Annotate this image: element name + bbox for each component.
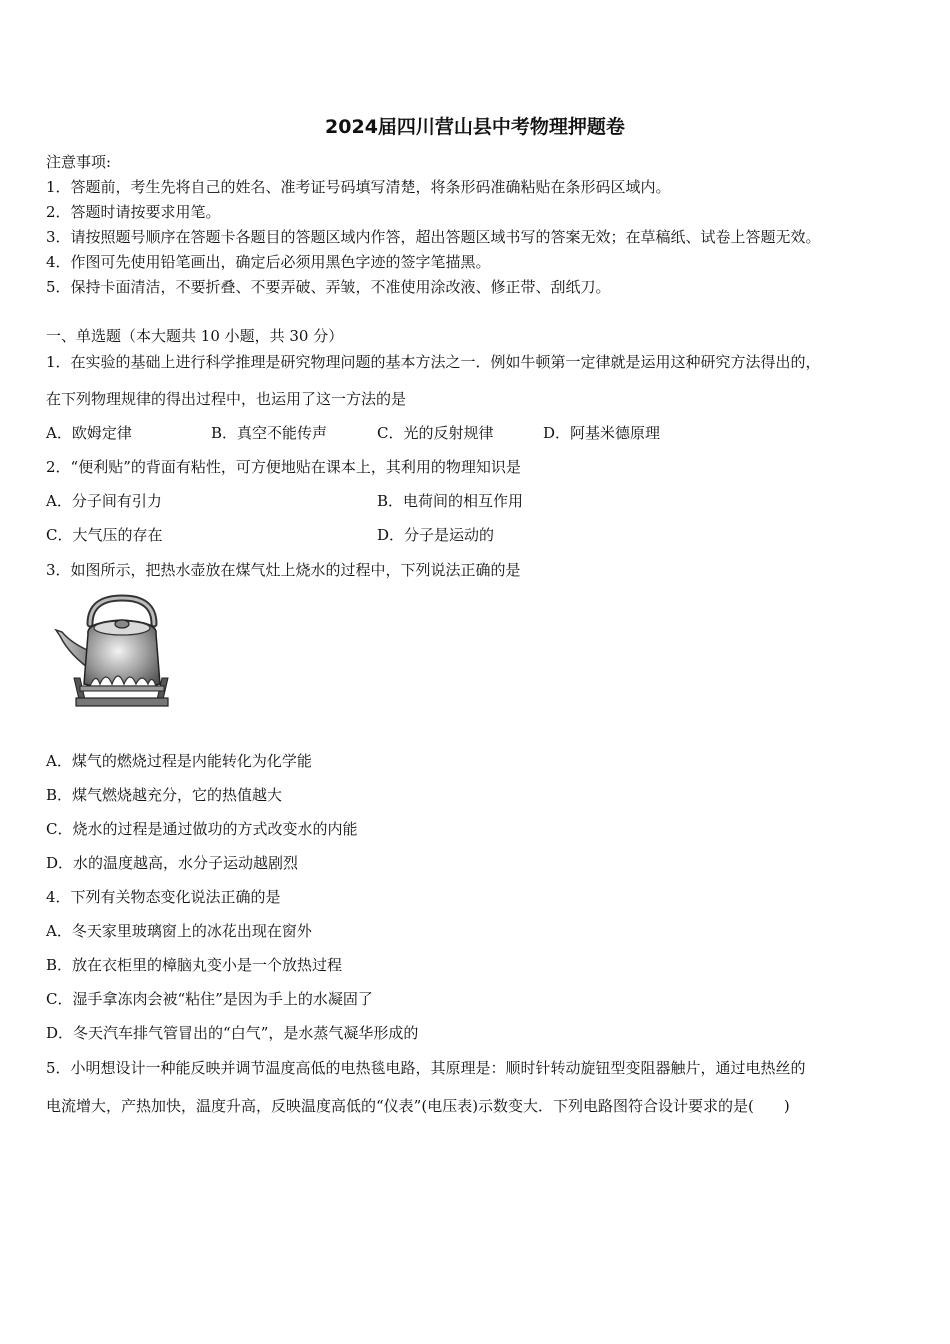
question-4-option-c: C．湿手拿冻肉会被“粘住”是因为手上的水凝固了 — [46, 990, 373, 1008]
question-3-option-a: A．煤气的燃烧过程是内能转化为化学能 — [46, 752, 312, 770]
notice-item: 2．答题时请按要求用笔。 — [46, 203, 221, 221]
notice-item: 5．保持卡面清洁，不要折叠、不要弄破、弄皱，不准使用涂改液、修正带、刮纸刀。 — [46, 278, 611, 296]
question-2-option-c: C．大气压的存在 — [46, 526, 163, 544]
question-3-option-c: C．烧水的过程是通过做功的方式改变水的内能 — [46, 820, 358, 838]
question-4-option-b: B．放在衣柜里的樟脑丸变小是一个放热过程 — [46, 956, 343, 974]
section-heading: 一、单选题（本大题共 10 小题，共 30 分） — [46, 327, 344, 345]
question-4-option-a: A．冬天家里玻璃窗上的冰花出现在窗外 — [46, 922, 312, 940]
question-1-option-b: B．真空不能传声 — [211, 424, 328, 442]
question-1-option-d: D．阿基米德原理 — [543, 424, 661, 442]
page-title: 2024届四川营山县中考物理押题卷 — [325, 116, 625, 138]
kettle-on-stove-figure — [50, 594, 186, 716]
question-2-text: 2．“便利贴”的背面有粘性，可方便地贴在课本上，其利用的物理知识是 — [46, 458, 521, 476]
question-4-text: 4．下列有关物态变化说法正确的是 — [46, 888, 281, 906]
question-3-text: 3．如图所示，把热水壶放在煤气灶上烧水的过程中，下列说法正确的是 — [46, 561, 521, 579]
question-1-text: 在下列物理规律的得出过程中，也运用了这一方法的是 — [46, 390, 407, 408]
question-3-option-b: B．煤气燃烧越充分，它的热值越大 — [46, 786, 283, 804]
question-1-option-c: C．光的反射规律 — [377, 424, 494, 442]
notice-item: 4．作图可先使用铅笔画出，确定后必须用黑色字迹的签字笔描黑。 — [46, 253, 491, 271]
question-2-option-d: D．分子是运动的 — [377, 526, 495, 544]
notice-item: 3．请按照题号顺序在答题卡各题目的答题区域内作答，超出答题区域书写的答案无效；在草稿纸、试卷上答题无效。 — [46, 228, 821, 246]
question-4-option-d: D．冬天汽车排气管冒出的“白气”，是水蒸气凝华形成的 — [46, 1024, 419, 1042]
question-2-option-a: A．分子间有引力 — [46, 492, 162, 510]
question-5-text: 电流增大，产热加快，温度升高，反映温度高低的“仪表”(电压表)示数变大．下列电路图符合设计要求的是( ) — [46, 1097, 790, 1115]
question-5-text: 5．小明想设计一种能反映并调节温度高低的电热毯电路，其原理是：顺时针转动旋钮型变阻器触片，通过电热丝的 — [46, 1059, 806, 1077]
question-1-text: 1．在实验的基础上进行科学推理是研究物理问题的基本方法之一．例如牛顿第一定律就是运用这种研究方法得出的， — [46, 353, 821, 371]
notice-heading: 注意事项: — [46, 153, 112, 171]
question-3-option-d: D．水的温度越高，水分子运动越剧烈 — [46, 854, 299, 872]
notice-item: 1．答题前，考生先将自己的姓名、准考证号码填写清楚，将条形码准确粘贴在条形码区域内。 — [46, 178, 671, 196]
question-2-option-b: B．电荷间的相互作用 — [377, 492, 524, 510]
question-1-option-a: A．欧姆定律 — [46, 424, 132, 442]
